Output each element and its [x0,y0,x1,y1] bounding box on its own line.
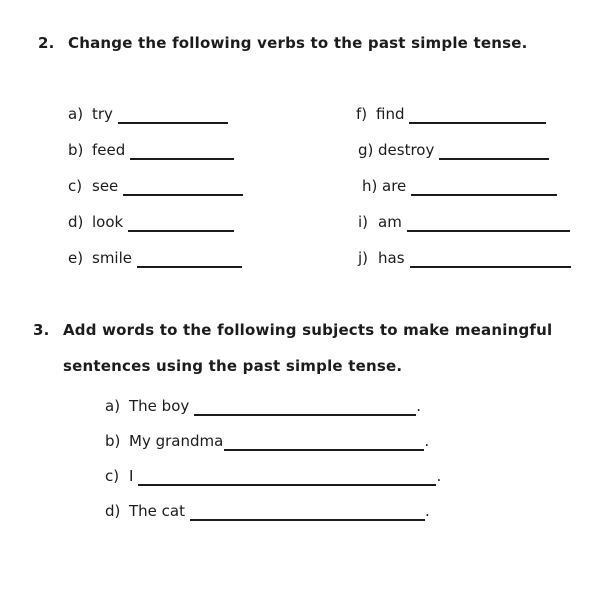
item-letter: g) [358,141,374,159]
item-letter: f) [356,105,368,123]
item-subject: I [129,467,134,485]
verb-item-a [68,104,228,124]
sentence-item-c [105,466,441,486]
item-verb: destroy [378,141,435,159]
answer-blank-line [194,404,416,416]
sentence-item-d [105,501,430,521]
item-letter: j) [358,249,369,267]
section3-heading-line2 [63,356,402,376]
answer-blank-line [190,509,425,521]
item-verb: am [378,213,402,231]
item-letter: c) [105,467,120,485]
answer-blank-line [407,220,570,232]
section3-title-line2: sentences using the past simple tense. [63,357,403,375]
verb-item-h [362,176,557,196]
verb-item-f [356,104,546,124]
verb-item-c [68,176,243,196]
answer-blank-line [224,439,424,451]
section3-title-line1: Add words to the following subjects to make meaningful [63,321,553,339]
sentence-period: . [436,467,442,485]
item-verb: smile [92,249,132,267]
item-letter: i) [358,213,369,231]
sentence-period: . [424,432,430,450]
item-verb: find [376,105,405,123]
item-verb: look [92,213,124,231]
item-letter: a) [105,397,121,415]
verb-item-b [68,140,234,160]
answer-blank-line [411,184,557,196]
item-letter: e) [68,249,84,267]
sentence-period: . [416,397,422,415]
item-letter: a) [68,105,84,123]
section3-heading-line1 [33,320,552,340]
item-verb: feed [92,141,126,159]
item-verb: are [382,177,407,195]
verb-item-i [358,212,570,232]
answer-blank-line [130,148,234,160]
item-letter: c) [68,177,83,195]
item-subject: My grandma [129,432,224,450]
verb-item-j [358,248,571,268]
verb-item-e [68,248,242,268]
item-subject: The cat [129,502,185,520]
answer-blank-line [409,112,546,124]
section2-heading [38,33,527,53]
answer-blank-line [137,256,242,268]
answer-blank-line [439,148,549,160]
item-verb: try [92,105,113,123]
item-verb: see [92,177,119,195]
section3-number: 3. [33,321,50,339]
sentence-item-b [105,431,429,451]
answer-blank-line [410,256,571,268]
sentence-period: . [425,502,430,520]
sentence-item-a [105,396,421,416]
answer-blank-line [138,474,436,486]
item-subject: The boy [129,397,190,415]
item-letter: b) [105,432,121,450]
verb-item-g [358,140,549,160]
item-letter: d) [68,213,84,231]
item-letter: h) [362,177,378,195]
answer-blank-line [118,112,228,124]
item-letter: b) [68,141,84,159]
section2-title: Change the following verbs to the past simple tense. [68,34,528,52]
item-verb: has [378,249,405,267]
answer-blank-line [128,220,234,232]
answer-blank-line [123,184,243,196]
verb-item-d [68,212,234,232]
item-letter: d) [105,502,121,520]
section2-number: 2. [38,34,55,52]
